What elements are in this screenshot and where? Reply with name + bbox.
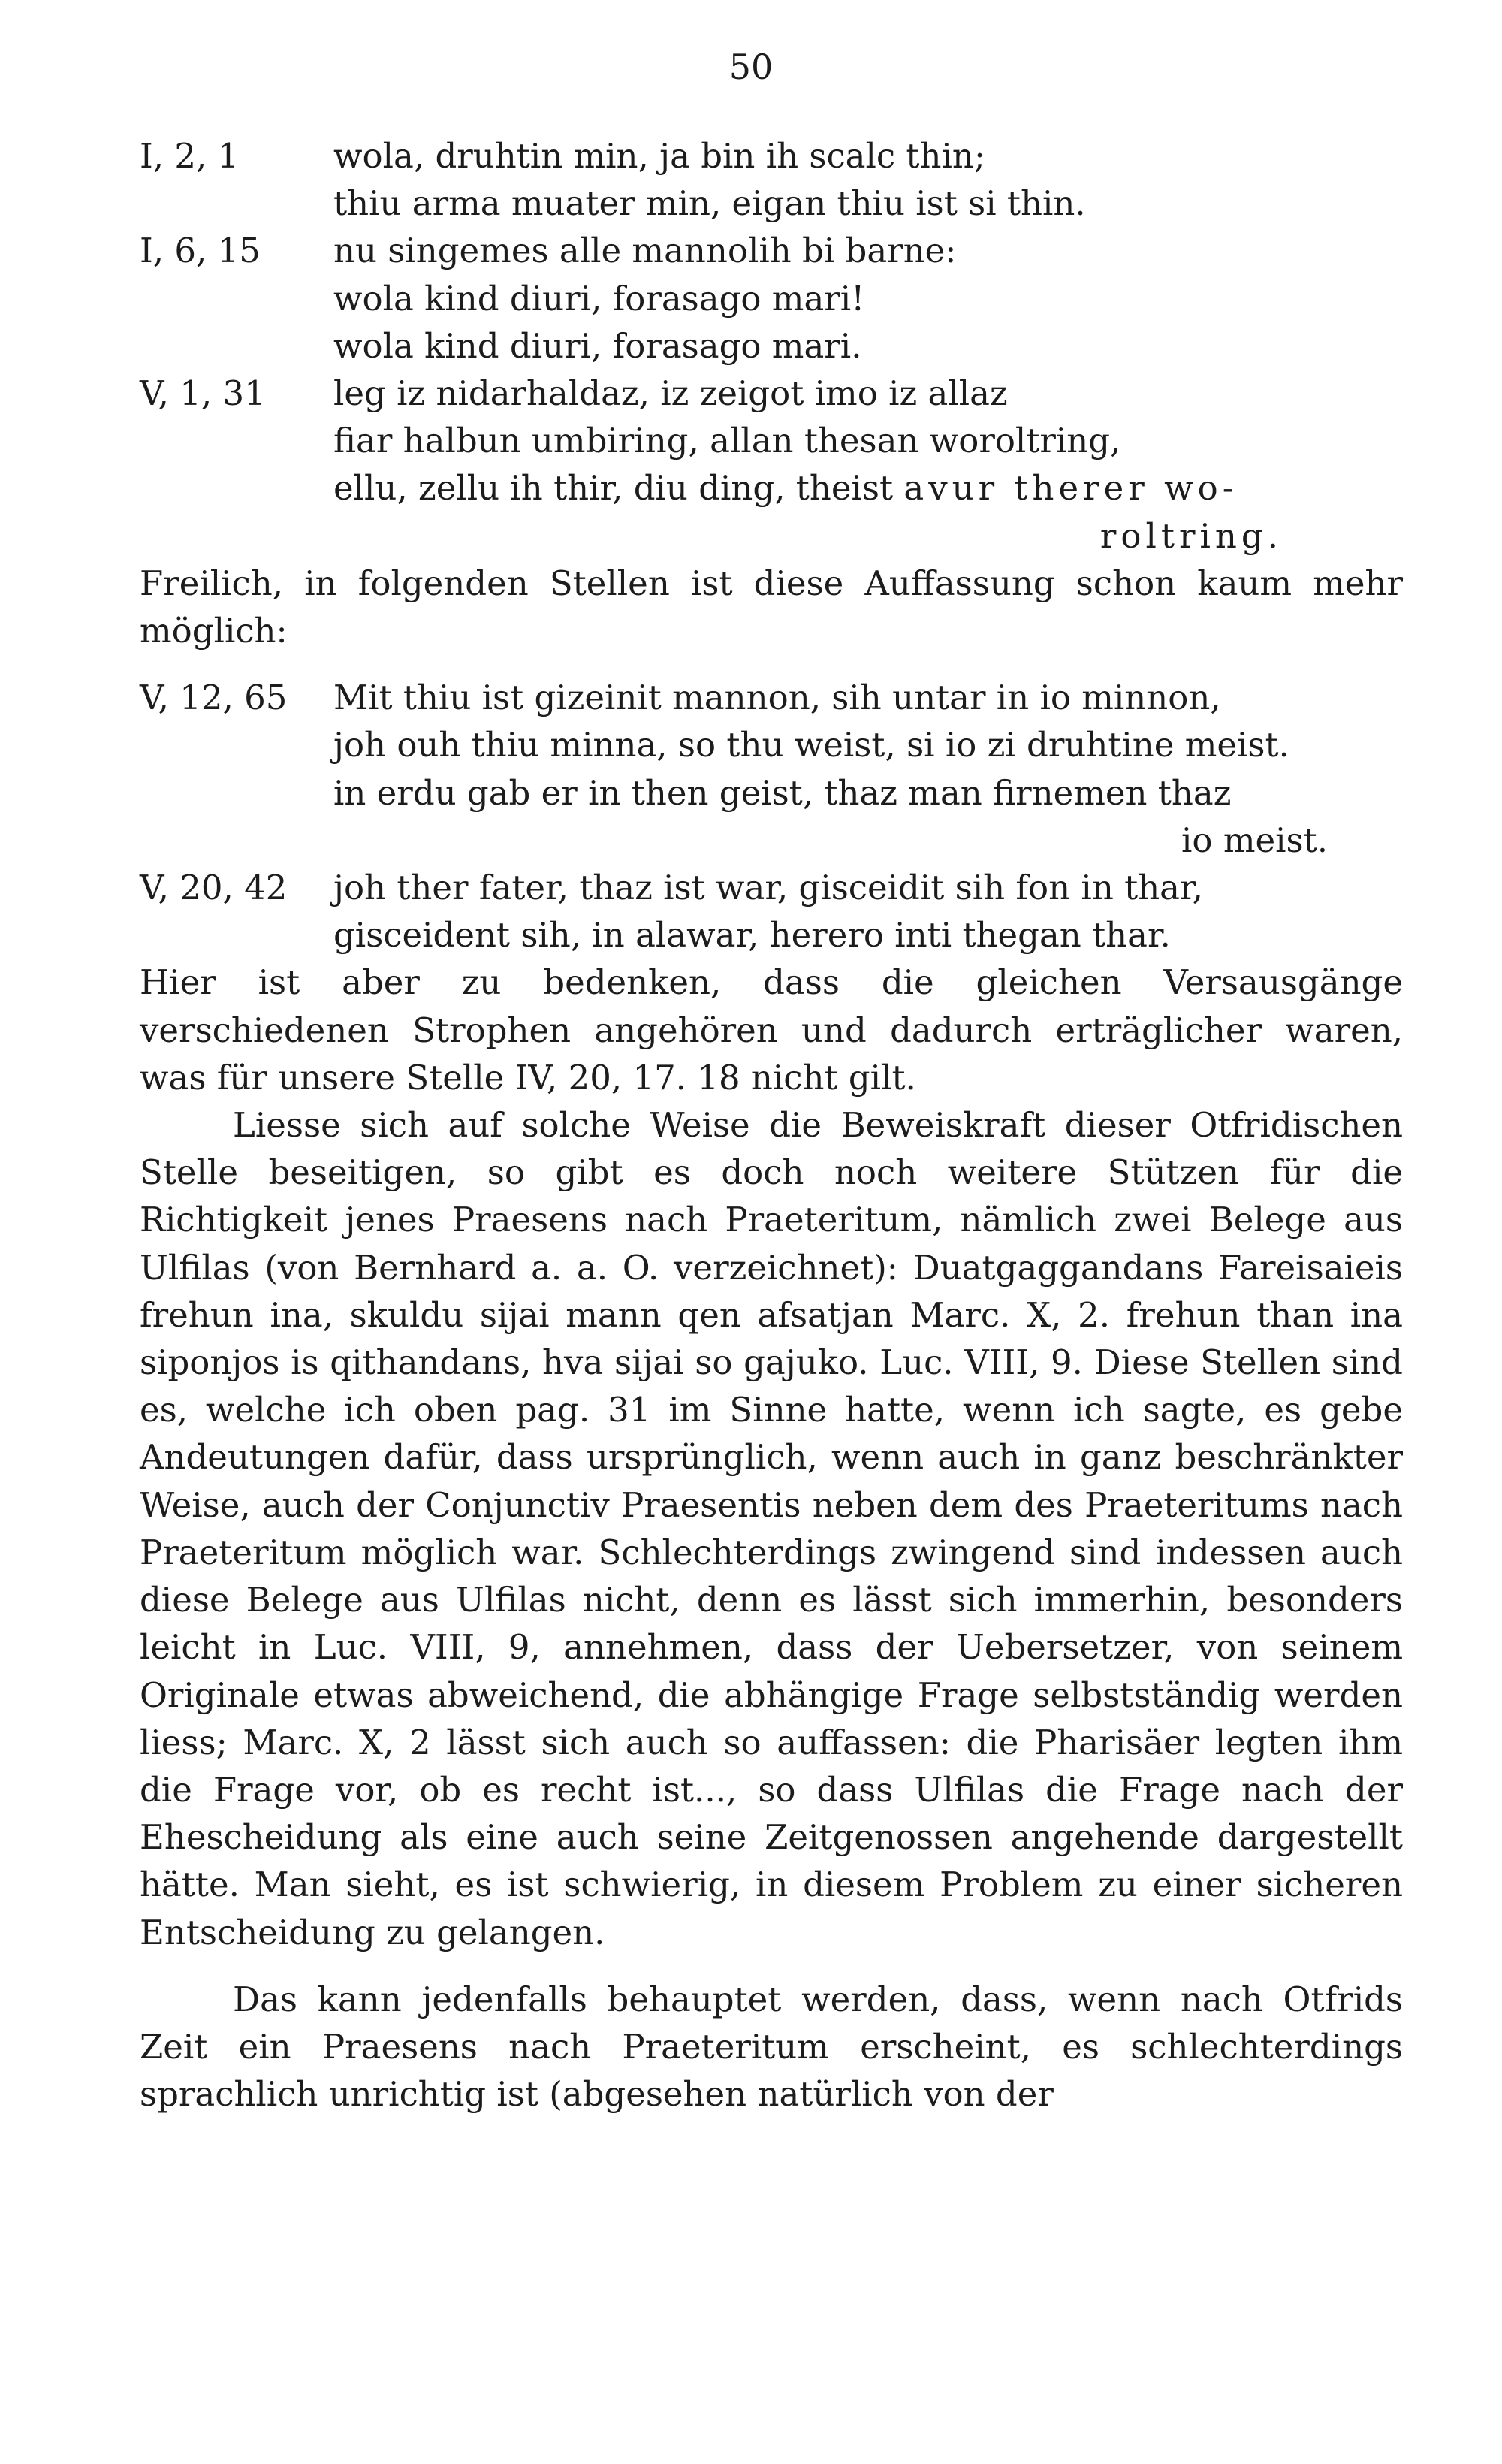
- verse-reference: I, 6, 15: [140, 231, 261, 271]
- verse-reference: V, 20, 42: [140, 868, 288, 908]
- verse-reference: [140, 417, 333, 464]
- paragraph: Liesse sich auf solche Weise die Beweiskraft dieser Otfridischen Stelle beseitigen, so gibt es doch noch weitere Stützen für die Richtigkeit jenes Praesens nach Praeteritum, nämlich zwei Belege aus Ulfilas (von Bernhard a. a. O. verzeichnet): Duatgaggandans Fareisaieis frehun ina, skuldu sijai mann qen afsatjan Marc. X, 2. frehun than ina siponjos is qithandans, hva sijai so gajuko. Luc. VIII, 9. Diese Stellen sind es, welche ich oben pag. 31 im Sinne hatte, wenn ich sagte, es gebe Andeutungen dafür, dass ursprünglich, wenn auch in ganz beschränkter Weise, auch der Conjunctiv Praesentis neben dem des Praeteritums nach Praeteritum möglich war. Schlechterdings zwingend sind indessen auch diese Belege aus Ulfilas nicht, denn es lässt sich immerhin, besonders leicht in Luc. VIII, 9, annehmen, dass der Uebersetzer, von seinem Originale etwas abweichend, die abhängige Frage selbstständig werden liess; Marc. X, 2 lässt sich auch so auffassen: die Pharisäer legten ihm die Frage vor, ob es recht ist..., so dass Ulfilas die Frage nach der Ehescheidung als eine auch seine Zeitgenossen angehende dargestellt hätte. Man sieht, es ist schwierig, in diesem Problem zu einer sicheren Entscheidung zu gelangen.: [140, 1105, 1403, 1952]
- page-number: 50: [728, 47, 774, 87]
- verse-text: wola, druhtin min, ja bin ih scalc thin;: [333, 136, 986, 176]
- verse-quotes-otfrid-1: [140, 132, 1403, 560]
- verse-text: thiu arma muater min, eigan thiu ist si thin.: [333, 183, 1086, 224]
- verse-line: [140, 132, 1403, 180]
- verse-text: in erdu gab er in then geist, thaz man firnemen thaz: [333, 772, 1232, 813]
- verse-text: [333, 512, 1403, 560]
- page-body: [140, 132, 1403, 2118]
- verse-line: [140, 275, 1403, 322]
- verse-line-continuation: [140, 817, 1403, 864]
- verse-line: [140, 911, 1403, 959]
- verse-reference: [140, 911, 333, 959]
- verse-quotes-otfrid-2: [140, 674, 1403, 959]
- verse-reference: [140, 322, 333, 370]
- verse-text: [333, 464, 1403, 512]
- verse-text: wola kind diuri, forasago mari!: [333, 278, 865, 319]
- verse-text-plain: ellu, zellu ih thir, diu ding, theist: [333, 468, 904, 509]
- verse-text-spaced: roltring.: [1099, 515, 1283, 556]
- paragraph-intro: Freilich, in folgenden Stellen ist diese Auffassung schon kaum mehr möglich:: [140, 563, 1403, 651]
- verse-text: nu singemes alle mannolih bi barne:: [333, 231, 957, 271]
- paragraph: Hier ist aber zu bedenken, dass die gleichen Versausgänge verschiedenen Strophen angehören und dadurch erträglicher waren, was für unsere Stelle IV, 20, 17. 18 nicht gilt.: [140, 962, 1403, 1098]
- verse-text: leg iz nidarhaldaz, iz zeigot imo iz allaz: [333, 373, 1008, 414]
- verse-line: [140, 180, 1403, 227]
- verse-text: fiar halbun umbiring, allan thesan woroltring,: [333, 421, 1121, 461]
- verse-text: Mit thiu ist gizeinit mannon, sih untar in io minnon,: [333, 678, 1221, 718]
- verse-reference: V, 1, 31: [140, 373, 266, 414]
- verse-reference: [140, 275, 333, 322]
- verse-line: [140, 721, 1403, 768]
- verse-line: [140, 769, 1403, 817]
- verse-text-spaced: avur therer wo-: [903, 468, 1238, 509]
- verse-text: gisceident sih, in alawar, herero inti thegan thar.: [333, 915, 1171, 956]
- verse-text: joh ouh thiu minna, so thu weist, si io zi druhtine meist.: [333, 725, 1289, 765]
- verse-text: io meist.: [1181, 820, 1328, 860]
- verse-line: [140, 370, 1403, 417]
- verse-reference: [140, 817, 333, 864]
- verse-text: wola kind diuri, forasago mari.: [333, 325, 862, 366]
- verse-text: joh ther fater, thaz ist war, gisceidit sih fon in thar,: [333, 868, 1203, 908]
- verse-line: [140, 674, 1403, 721]
- verse-reference: [140, 464, 333, 512]
- verse-reference: [140, 769, 333, 817]
- verse-reference: V, 12, 65: [140, 678, 288, 718]
- verse-reference: [140, 180, 333, 227]
- verse-line: [140, 864, 1403, 911]
- verse-line: [140, 417, 1403, 464]
- verse-line: [140, 227, 1403, 274]
- verse-line-continuation: [140, 512, 1403, 560]
- verse-reference: I, 2, 1: [140, 136, 240, 176]
- verse-reference: [140, 512, 333, 560]
- verse-line: [140, 322, 1403, 370]
- paragraph: Das kann jedenfalls behauptet werden, dass, wenn nach Otfrids Zeit ein Praesens nach Praeteritum erscheint, es schlechterdings sprachlich unrichtig ist (abgesehen natürlich von der: [140, 1979, 1403, 2115]
- verse-reference: [140, 721, 333, 768]
- verse-line: [140, 464, 1403, 512]
